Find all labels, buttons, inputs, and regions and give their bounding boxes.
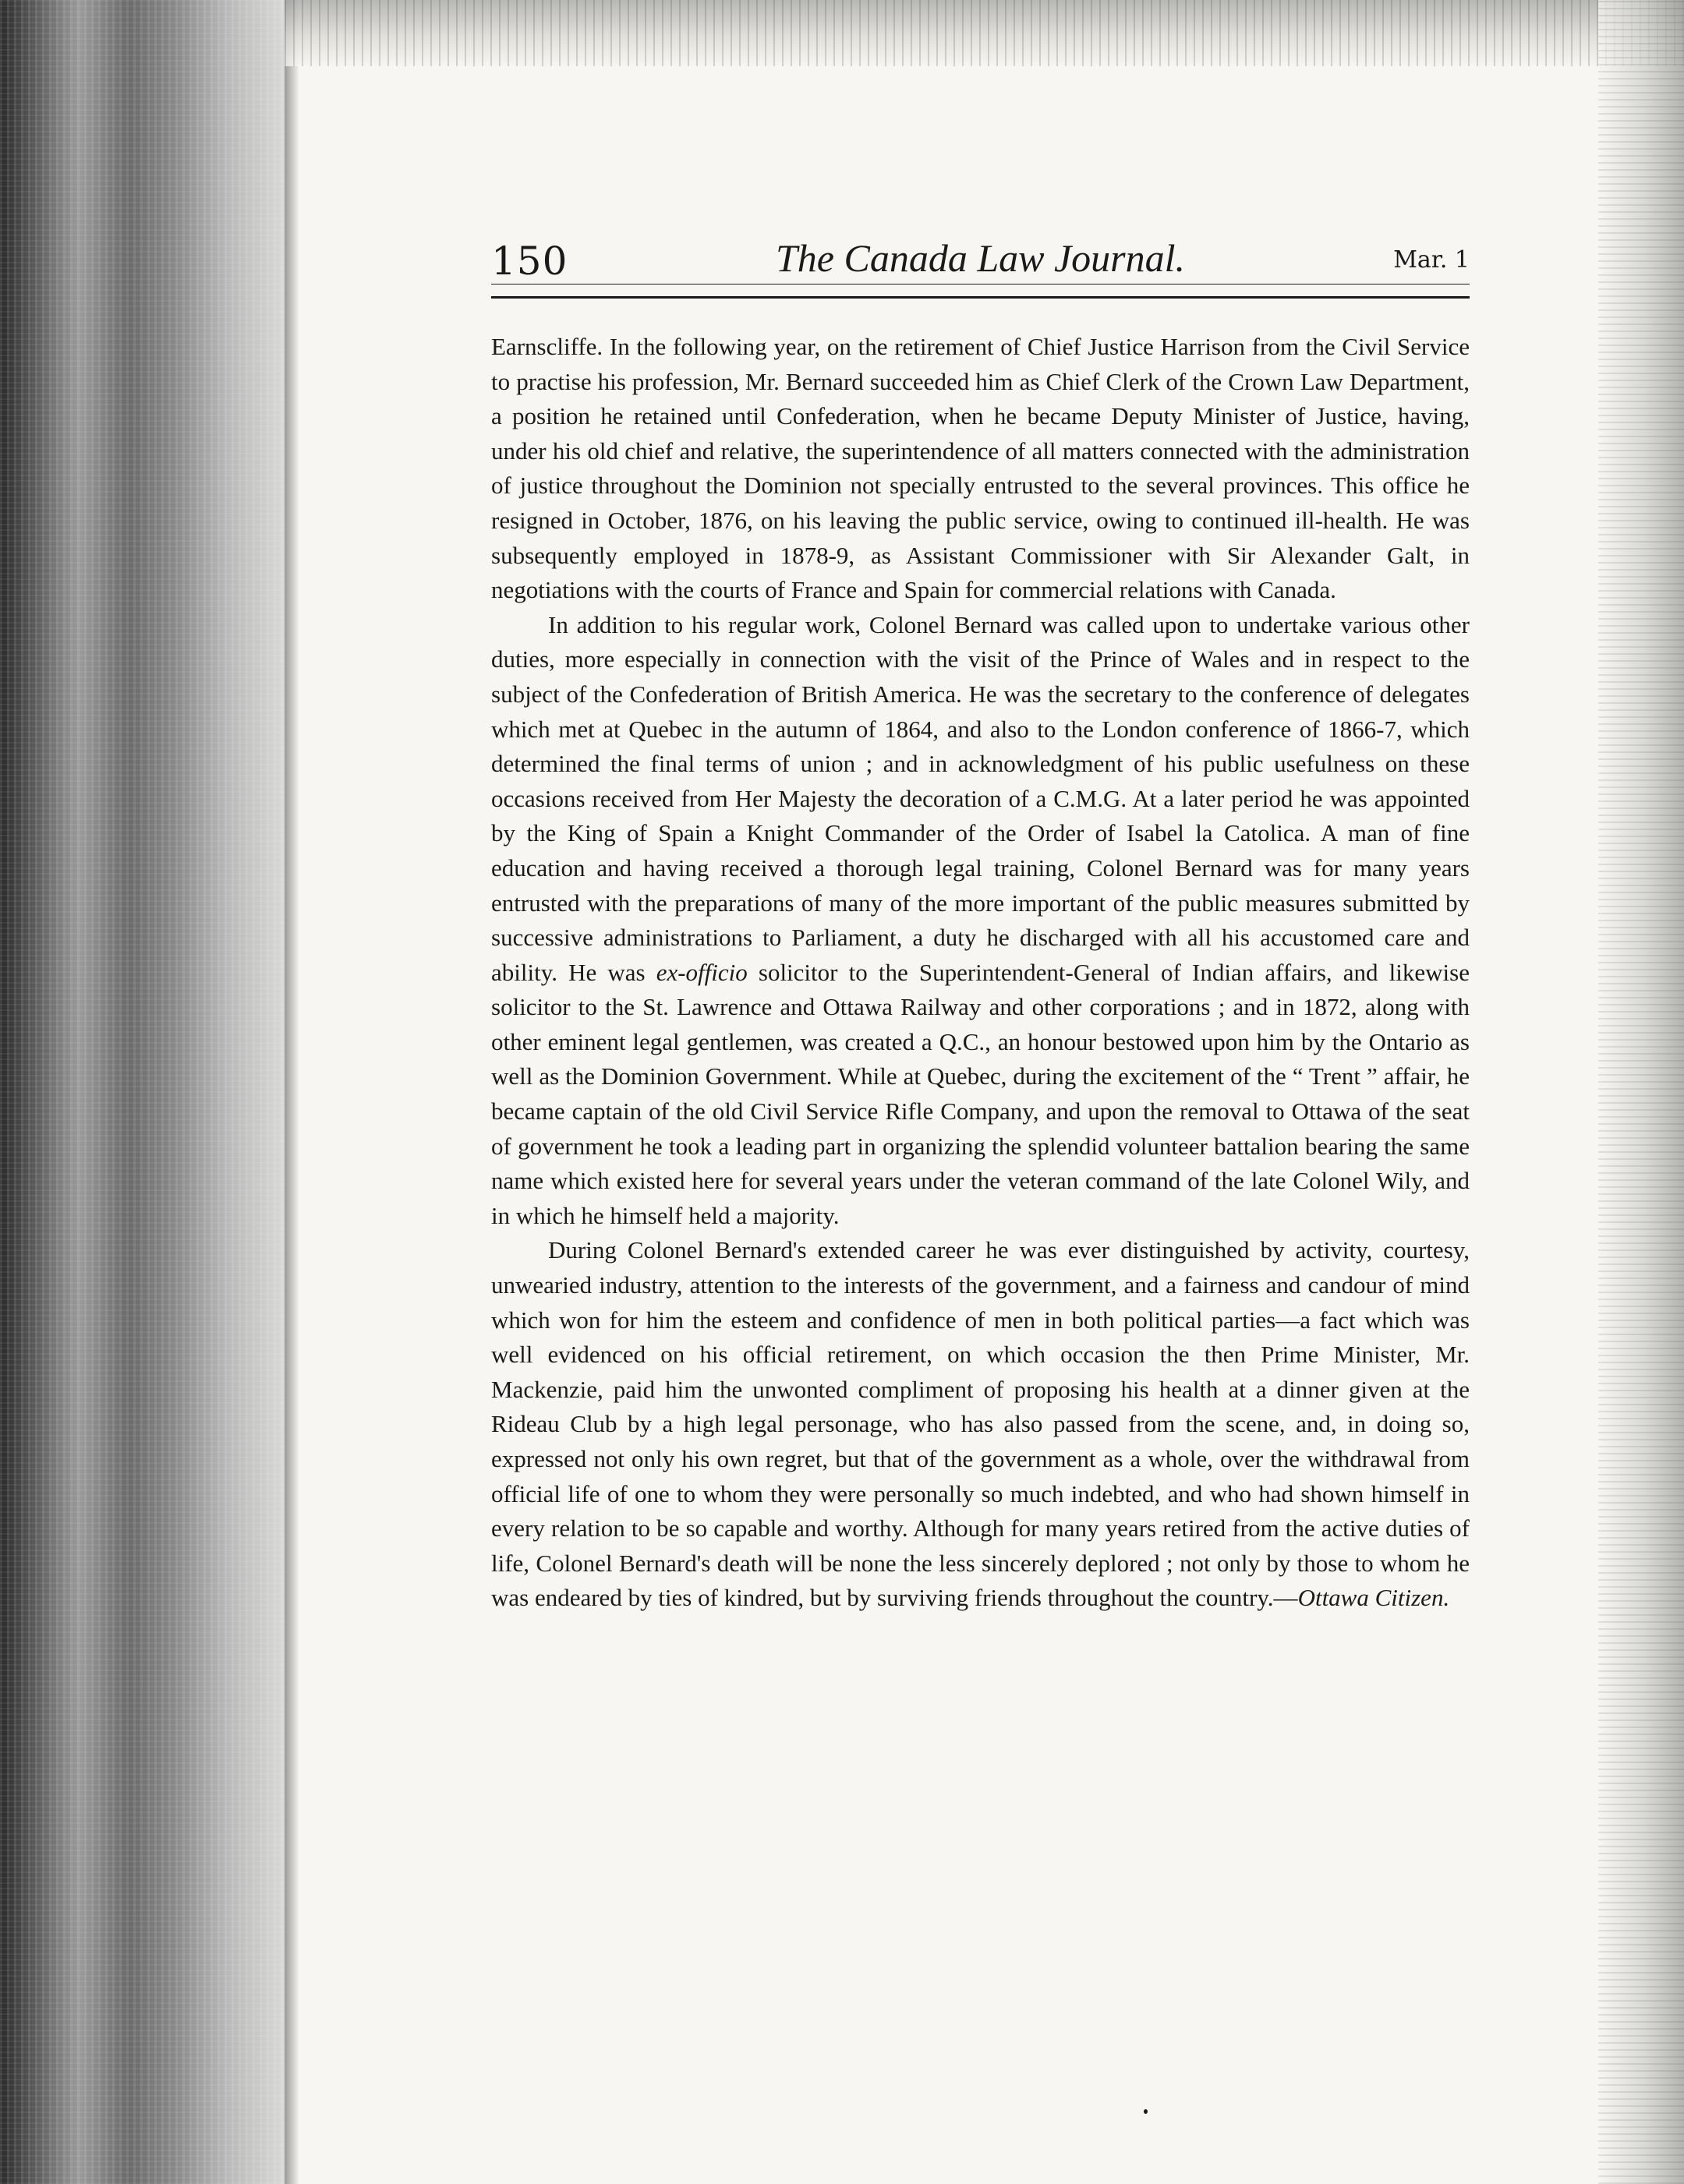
paragraph-text: Earnscliffe. In the following year, on the retirement of Chief Justice Harrison from the Civil Service to practise his profession, Mr. Bernard succeeded him as Chief Clerk of the Crown Law Department, a position he retained until Confederation, when he became Deputy Minister of Justice, having, under his old chief and relative, the superintendence of all matters connected with the administration of justice throughout the Dominion not specially entrusted to the several provinces. This office he resigned in October, 1876, on his leaving the public service, owing to continued ill-health. He was subsequently employed in 1878-9, as Assistant Commissioner with Sir Alexander Galt, in negotiations with the courts of France and Spain for commercial relations with Canada.: [491, 333, 1470, 604]
journal-title: The Canada Law Journal.: [775, 236, 1186, 280]
paragraph-text: During Colonel Bernard's extended career he was ever distinguished by activity, courtesy, unwearied industry, attention to the interests of the government, and a fairness and candour of mind which won for him the esteem and confidence of men in both political parties—a fact which was well evidenced on his official retirement, on which occasion the then Prime Minister, Mr. Mackenzie, paid him the unwonted compliment of proposing his health at a dinner given at the Rideau Club by a high legal personage, who has also passed from the scene, and, in doing so, expressed not only his own regret, but that of the government as a whole, over the withdrawal from official life of one to whom they were personally so much indebted, and who had shown himself in every relation to be so capable and worthy. Although for many years retired from the active duties of life, Colonel Bernard's death will be none the less sincerely deplored ; not only by those to whom he was endeared by ties of kindred, but by surviving friends throughout the country.—: [491, 1236, 1470, 1612]
issue-date: Mar. 1: [1393, 246, 1470, 274]
source-citation: Ottawa Citizen.: [1297, 1584, 1450, 1612]
paragraph-text: solicitor to the Superintendent-General of Indian affairs, and likewise solicitor to the St. Lawrence and Ottawa Railway and other corporations ; and in 1872, along with other eminent legal gentlemen, was created a Q.C., an honour bestowed upon him by the Ontario as well as the Dominion Government. While at Quebec, during the excitement of the “ Trent ” affair, he became captain of the old Civil Service Rifle Company, and upon the removal to Ottawa of the seat of government he took a leading part in organizing the splendid volunteer battalion bearing the same name which existed here for several years under the veteran command of the late Colonel Wily, and in which he himself held a majority.: [491, 958, 1470, 1229]
paragraph-text: In addition to his regular work, Colonel Bernard was called upon to undertake various other duties, more especially in connection with the visit of the Prince of Wales and in respect to the subject of the Confederation of British America. He was the secretary to the conference of delegates which met at Quebec in the autumn of 1864, and also to the London conference of 1866-7, which determined the final terms of union ; and in acknowledgment of his public usefulness on these occasions received from Her Majesty the decoration of a C.M.G. At a later period he was appointed by the King of Spain a Knight Commander of the Order of Isabel la Catolica. A man of fine education and having received a thorough legal training, Colonel Bernard was for many years entrusted with the preparations of many of the more important of the public measures submitted by successive administrations to Parliament, a duty he discharged with all his accustomed care and ability. He was: [491, 610, 1470, 986]
paragraph-earnscliffe: [491, 330, 1470, 608]
paragraph-additional-duties: [491, 608, 1470, 1234]
article-body: [491, 330, 1470, 1616]
scan-top-edge: [285, 0, 1684, 66]
scan-binding-gutter: [0, 0, 285, 2184]
italic-term: ex-officio: [656, 958, 748, 986]
running-header: [491, 234, 1470, 299]
journal-page: [491, 234, 1470, 1616]
scan-speck: [1144, 2109, 1148, 2114]
scan-gutter-edge: [285, 0, 299, 2184]
page-number: 150: [491, 239, 568, 284]
paragraph-career: [491, 1233, 1470, 1616]
scan-right-edge: [1598, 0, 1684, 2184]
